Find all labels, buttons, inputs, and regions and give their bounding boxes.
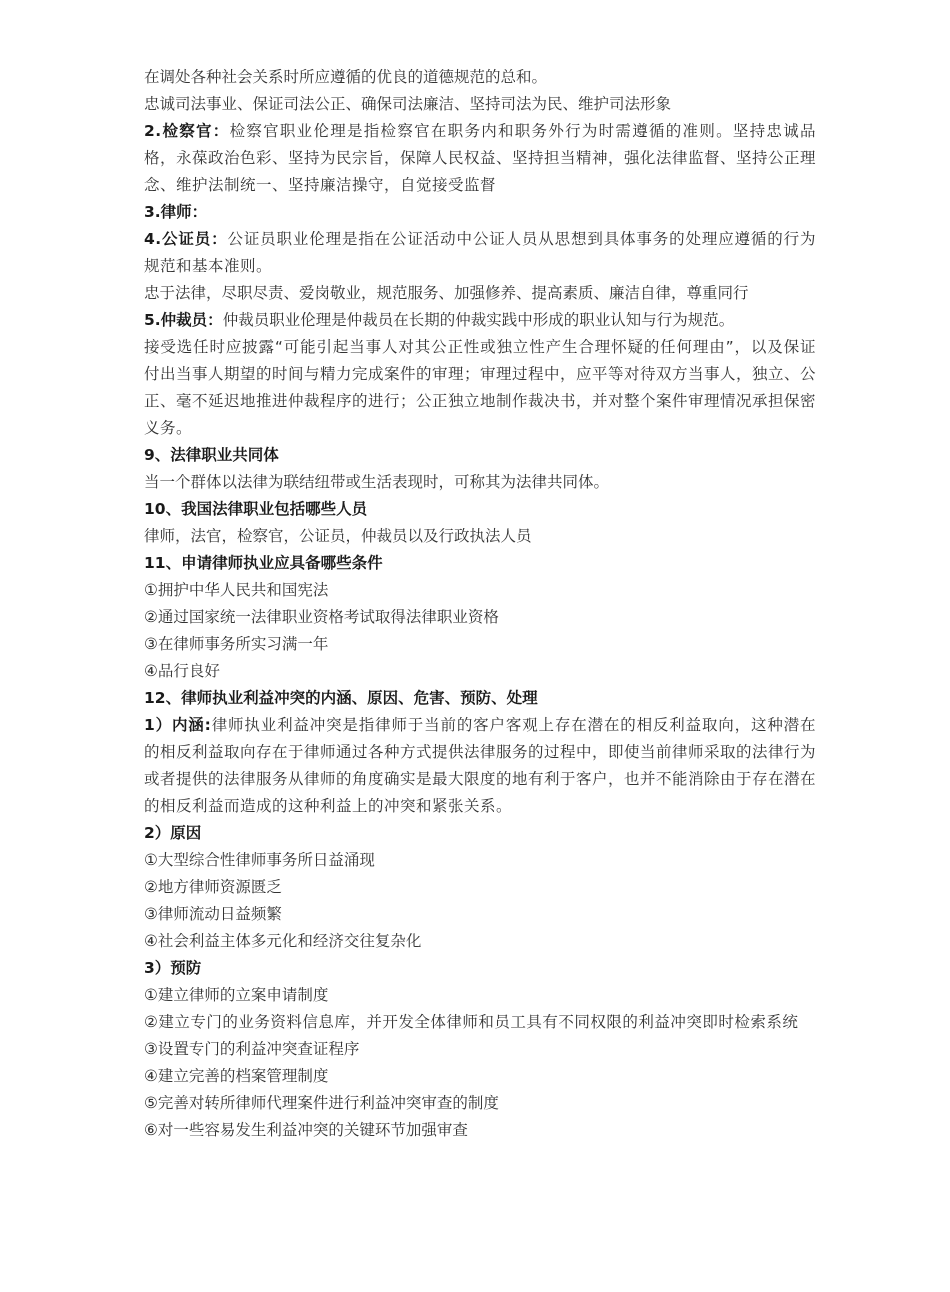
text-line: 忠诚司法事业、保证司法公正、确保司法廉洁、坚持司法为民、维护司法形象 xyxy=(144,95,672,113)
list-item: ③设置专门的利益冲突查证程序 xyxy=(144,1040,360,1058)
arbitrator-label: 5.仲裁员： xyxy=(144,311,223,329)
q12-meaning-text: 律师执业利益冲突是指律师于当前的客户客观上存在潜在的相反利益取向，这种潜在的相反利益取向存在于律师通过各种方式提供法律服务的过程中，即使当前律师采取的法律行为或者提供的法律服务从律师的角度确实是最大限度的地有利于客户，也并不能消除由于存在潜在的相反利益而造成的这种利益上的冲突和紧张关系。 xyxy=(144,716,817,815)
list-item: ②通过国家统一法律职业资格考试取得法律职业资格 xyxy=(144,608,499,626)
arbitrator-paragraph xyxy=(144,307,816,334)
arbitrator-text: 仲裁员职业伦理是仲裁员在长期的仲裁实践中形成的职业认知与行为规范。 xyxy=(222,311,735,329)
list-item: ④社会利益主体多元化和经济交往复杂化 xyxy=(144,932,422,950)
list-item: ⑤完善对转所律师代理案件进行利益冲突审查的制度 xyxy=(144,1094,499,1112)
notary-text: 公证员职业伦理是指在公证活动中公证人员从思想到具体事务的处理应遵循的行为规范和基本准则。 xyxy=(144,230,816,275)
notary-duties: 忠于法律，尽职尽责、爱岗敬业，规范服务、加强修养、提高素质、廉洁自律，尊重同行 xyxy=(144,284,749,302)
list-item: ②建立专门的业务资料信息库，并开发全体律师和员工具有不同权限的利益冲突即时检索系统 xyxy=(144,1013,799,1031)
notary-label: 4.公证员： xyxy=(144,230,228,248)
q12-meaning-paragraph xyxy=(144,712,816,820)
q12-meaning-label: 1）内涵: xyxy=(144,716,212,734)
list-item: ③在律师事务所实习满一年 xyxy=(144,635,329,653)
notary-paragraph xyxy=(144,226,816,280)
text-line: 在调处各种社会关系时所应遵循的优良的道德规范的总和。 xyxy=(144,68,548,86)
q12-prevention-label: 3）预防 xyxy=(144,959,202,977)
list-item: ③律师流动日益频繁 xyxy=(144,905,282,923)
lawyer-label: 3.律师： xyxy=(144,203,208,221)
procurator-label: 2.检察官： xyxy=(144,122,230,140)
list-item: ⑥对一些容易发生利益冲突的关键环节加强审查 xyxy=(144,1121,468,1139)
q12-causes-label: 2）原因 xyxy=(144,824,202,842)
section-heading-q9: 9、法律职业共同体 xyxy=(144,446,279,464)
list-item: ①拥护中华人民共和国宪法 xyxy=(144,581,329,599)
list-item: ①建立律师的立案申请制度 xyxy=(144,986,329,1004)
procurator-text: 检察官职业伦理是指检察官在职务内和职务外行为时需遵循的准则。坚持忠诚品格，永葆政治色彩、坚持为民宗旨，保障人民权益、坚持担当精神，强化法律监督、坚持公正理念、维护法制统一、坚持廉洁操守，自觉接受监督 xyxy=(144,122,817,194)
q10-answer: 律师，法官，检察官，公证员，仲裁员以及行政执法人员 xyxy=(144,527,532,545)
list-item: ②地方律师资源匮乏 xyxy=(144,878,282,896)
list-item: ④建立完善的档案管理制度 xyxy=(144,1067,329,1085)
list-item: ①大型综合性律师事务所日益涌现 xyxy=(144,851,375,869)
document-page xyxy=(144,64,816,1144)
list-item: ④品行良好 xyxy=(144,662,220,680)
section-heading-q10: 10、我国法律职业包括哪些人员 xyxy=(144,500,368,518)
arbitrator-duties: 接受选任时应披露“可能引起当事人对其公正性或独立性产生合理怀疑的任何理由”，以及保证付出当事人期望的时间与精力完成案件的审理；审理过程中，应平等对待双方当事人，独立、公正、毫不延迟地推进仲裁程序的进行；公正独立地制作裁决书，并对整个案件审理情况承担保密义务。 xyxy=(144,338,817,437)
section-heading-q11: 11、申请律师执业应具备哪些条件 xyxy=(144,554,383,572)
procurator-paragraph xyxy=(144,118,816,199)
section-heading-q12: 12、律师执业利益冲突的内涵、原因、危害、预防、处理 xyxy=(144,689,538,707)
q9-answer: 当一个群体以法律为联结纽带或生活表现时，可称其为法律共同体。 xyxy=(144,473,610,491)
